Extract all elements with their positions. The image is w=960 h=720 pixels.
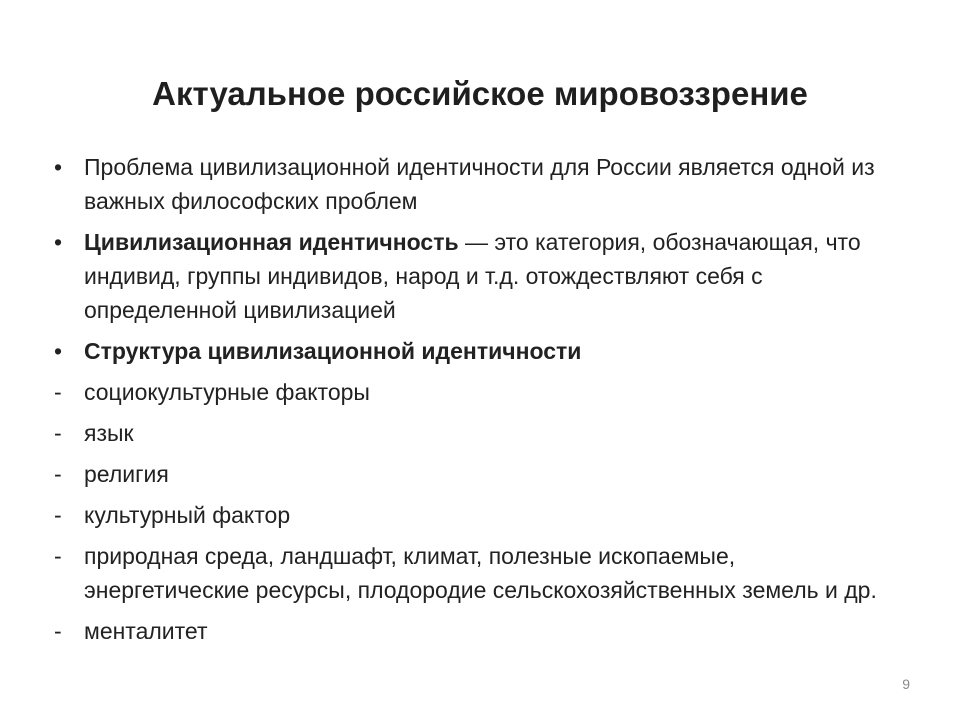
dash-marker: - [54, 420, 62, 446]
dash-marker: - [54, 502, 62, 528]
dash-item-mentality [52, 614, 882, 648]
bullet-text: Проблема цивилизационной идентичности для России является одной из важных философских проблем [84, 154, 875, 214]
dash-item-text: природная среда, ландшафт, климат, полезные ископаемые, энергетические ресурсы, плодородие сельскохозяйственных земель и др. [84, 543, 877, 603]
definition-term: Цивилизационная идентичность [84, 229, 459, 255]
dash-item-religion [52, 457, 882, 491]
dash-item-text: язык [84, 420, 134, 446]
dash-item-text: культурный фактор [84, 502, 291, 528]
bullet-item-definition [52, 225, 882, 327]
dash-marker: - [54, 379, 62, 405]
dash-item-cultural-factor [52, 498, 882, 532]
bullet-item-problem [52, 150, 882, 218]
bullet-marker: • [54, 154, 63, 180]
bullet-marker: • [54, 338, 63, 364]
definition-text: — это категория, обозначающая, что индивид, группы индивидов, народ и т.д. отождествляют себя с определенной цивилизацией [84, 229, 861, 323]
slide-title: Актуальное российское мировоззрение [152, 75, 808, 112]
dash-item-text: менталитет [84, 618, 208, 644]
structure-heading: Структура цивилизационной идентичности [84, 338, 582, 364]
dash-marker: - [54, 461, 62, 487]
dash-item-sociocultural [52, 375, 882, 409]
bullet-marker: • [54, 229, 63, 255]
dash-marker: - [54, 618, 62, 644]
dash-item-text: религия [84, 461, 169, 487]
page-number: 9 [902, 676, 910, 692]
dash-marker: - [54, 543, 62, 569]
slide-content [52, 150, 882, 655]
bullet-item-structure [52, 334, 882, 368]
dash-item-natural-environment [52, 539, 882, 607]
dash-item-language [52, 416, 882, 450]
dash-item-text: социокультурные факторы [84, 379, 370, 405]
